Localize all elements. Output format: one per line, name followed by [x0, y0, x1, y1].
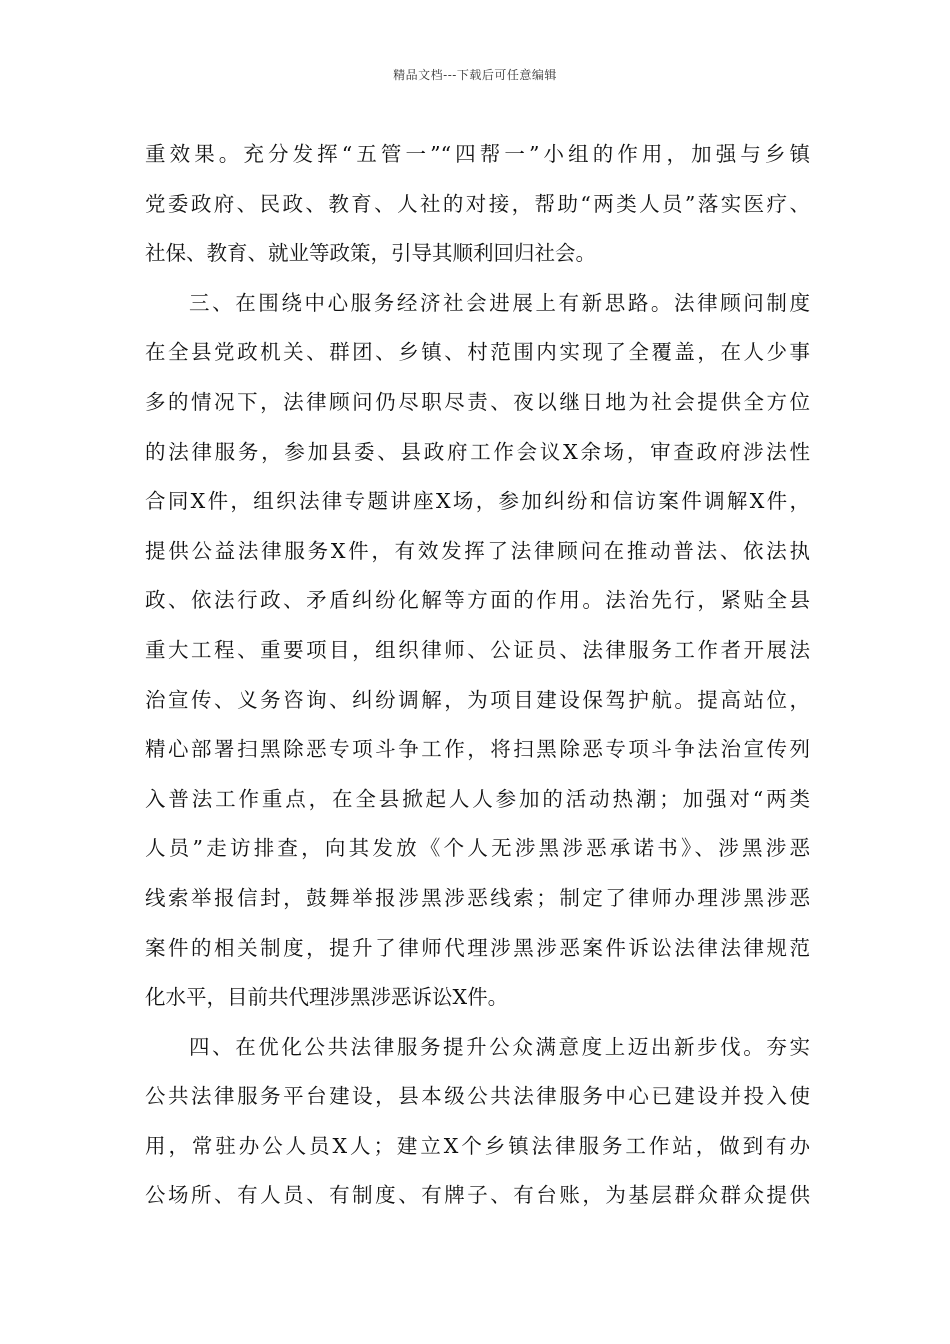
- paragraph-line: 案件的相关制度，提升了律师代理涉黑涉恶案件诉讼法律法律规范: [145, 935, 810, 960]
- paragraph-line: 重大工程、重要项目，组织律师、公证员、法律服务工作者开展法: [145, 637, 810, 662]
- paragraph-line: 多的情况下，法律顾问仍尽职尽责、夜以继日地为社会提供全方位: [145, 389, 810, 414]
- paragraph-line: 入普法工作重点，在全县掀起人人参加的活动热潮；加强对“两类: [145, 786, 810, 811]
- paragraph-line: 四、在优化公共法律服务提升公众满意度上迈出新步伐。夯实: [189, 1034, 810, 1059]
- paragraph-line: 提供公益法律服务X件，有效发挥了法律顾问在推动普法、依法执: [145, 538, 810, 563]
- document-body: [145, 130, 810, 1221]
- paragraph-line: 政、依法行政、矛盾纠纷化解等方面的作用。法治先行，紧贴全县: [145, 588, 810, 613]
- page-header: 精品文档---下载后可任意编辑: [393, 68, 557, 82]
- paragraph-line: 线索举报信封，鼓舞举报涉黑涉恶线索；制定了律师办理涉黑涉恶: [145, 885, 810, 910]
- paragraph-line: 精心部署扫黑除恶专项斗争工作，将扫黑除恶专项斗争法治宣传列: [145, 737, 810, 762]
- paragraph-line: 用，常驻办公人员X人；建立X个乡镇法律服务工作站，做到有办: [145, 1133, 810, 1158]
- paragraph-line: 社保、教育、就业等政策，引导其顺利回归社会。: [145, 241, 596, 266]
- paragraph-line: 重效果。充分发挥“五管一”“四帮一”小组的作用，加强与乡镇: [145, 142, 810, 166]
- paragraph-line: 在全县党政机关、群团、乡镇、村范围内实现了全覆盖，在人少事: [145, 340, 810, 365]
- paragraph-line: 的法律服务，参加县委、县政府工作会议X余场，审查政府涉法性: [145, 439, 810, 464]
- paragraph-line: 合同X件，组织法律专题讲座X场，参加纠纷和信访案件调解X件，: [145, 489, 810, 514]
- paragraph-line: 党委政府、民政、教育、人社的对接，帮助“两类人员”落实医疗、: [145, 191, 810, 216]
- paragraph-line: 人员”走访排查，向其发放《个人无涉黑涉恶承诺书》、涉黑涉恶: [145, 836, 810, 861]
- paragraph-line: 公共法律服务平台建设，县本级公共法律服务中心已建设并投入使: [145, 1084, 810, 1109]
- paragraph-line: 治宣传、义务咨询、纠纷调解，为项目建设保驾护航。提高站位，: [145, 687, 810, 712]
- paragraph-line: 化水平，目前共代理涉黑涉恶诉讼X件。: [145, 985, 509, 1010]
- paragraph-line: 公场所、有人员、有制度、有牌子、有台账，为基层群众群众提供: [145, 1183, 810, 1208]
- paragraph-line: 三、在围绕中心服务经济社会进展上有新思路。法律顾问制度: [189, 290, 810, 315]
